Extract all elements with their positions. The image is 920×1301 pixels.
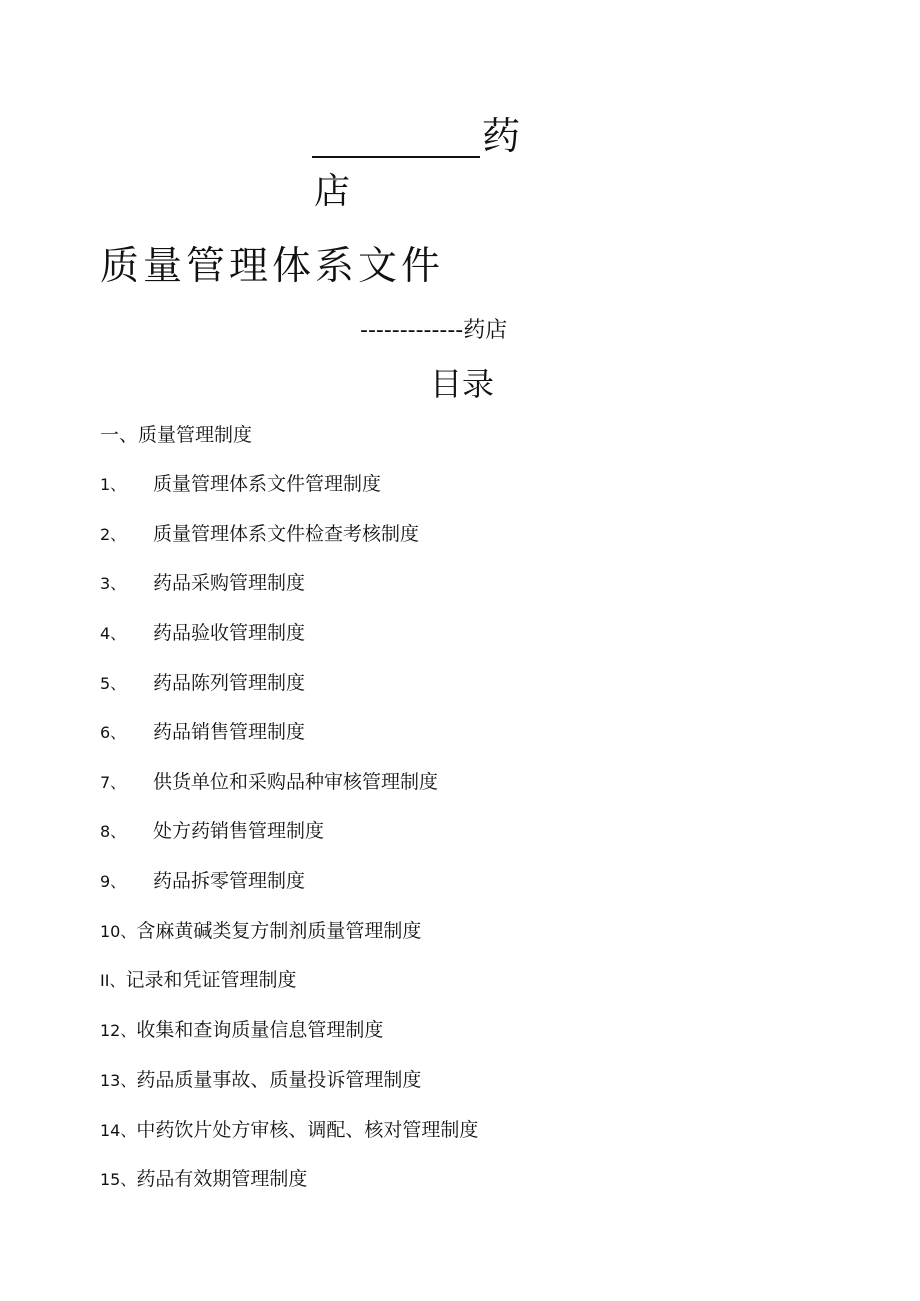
- toc-item-label: 药品质量事故、质量投诉管理制度: [136, 1069, 422, 1091]
- store-name-blank: [312, 120, 480, 158]
- toc-item: [100, 1165, 307, 1194]
- toc-item: [100, 569, 305, 598]
- toc-item: [100, 718, 305, 747]
- toc-item-number: 10、: [100, 922, 137, 941]
- toc-item-label: 药品有效期管理制度: [136, 1168, 308, 1190]
- toc-item-number: 12、: [100, 1021, 137, 1040]
- toc-item-label: 处方药销售管理制度: [153, 820, 325, 842]
- toc-item-label: 含麻黄碱类复方制剂质量管理制度: [136, 920, 422, 942]
- store-name-suffix-continued: 店: [314, 171, 351, 212]
- toc-item-label: 质量管理体系文件管理制度: [153, 473, 382, 495]
- toc-item-label: 药品采购管理制度: [153, 572, 306, 594]
- toc-item-number: 2、: [100, 525, 127, 544]
- toc-item: [100, 768, 438, 797]
- toc-item-number: 4、: [100, 624, 127, 643]
- toc-item-number: II、: [100, 971, 126, 990]
- toc-item-label: 药品拆零管理制度: [153, 870, 306, 892]
- toc-item: [100, 966, 296, 995]
- toc-heading: 目录: [430, 365, 495, 403]
- document-title: 质量管理体系文件: [100, 244, 445, 289]
- toc-item-number: 7、: [100, 773, 127, 792]
- toc-item-label: 供货单位和采购品种审核管理制度: [153, 771, 439, 793]
- toc-item: [100, 917, 421, 946]
- toc-item-label: 质量管理体系文件检查考核制度: [153, 523, 420, 545]
- toc-section-title: 一、质量管理制度: [100, 424, 253, 446]
- toc-item-number: 9、: [100, 872, 127, 891]
- store-name-suffix: 药: [482, 114, 521, 158]
- toc-item-number: 8、: [100, 822, 127, 841]
- toc-item-number: 3、: [100, 574, 127, 593]
- toc-item-number: 15、: [100, 1170, 137, 1189]
- toc-item-label: 收集和查询质量信息管理制度: [136, 1019, 384, 1041]
- store-name-line: [312, 114, 520, 158]
- toc-item-label: 药品陈列管理制度: [153, 672, 306, 694]
- toc-item: [100, 867, 305, 896]
- toc-item-number: 13、: [100, 1071, 137, 1090]
- toc-item: [100, 817, 324, 846]
- toc-item: [100, 1066, 421, 1095]
- toc-item: [100, 669, 305, 698]
- toc-item-number: 14、: [100, 1121, 137, 1140]
- toc-item-label: 中药饮片处方审核、调配、核对管理制度: [136, 1119, 479, 1141]
- toc-item: [100, 1016, 383, 1045]
- toc-item: [100, 619, 305, 648]
- toc-item-label: 药品销售管理制度: [153, 721, 306, 743]
- toc-item-label: 药品验收管理制度: [153, 622, 306, 644]
- document-signature: -------------药店: [360, 318, 508, 343]
- toc-item-number: 5、: [100, 674, 127, 693]
- toc-item-number: 6、: [100, 723, 127, 742]
- toc-item: [100, 1116, 478, 1145]
- toc-item: [100, 520, 419, 549]
- toc-item-number: 1、: [100, 475, 127, 494]
- toc-item-label: 记录和凭证管理制度: [125, 969, 297, 991]
- toc-item: [100, 470, 381, 499]
